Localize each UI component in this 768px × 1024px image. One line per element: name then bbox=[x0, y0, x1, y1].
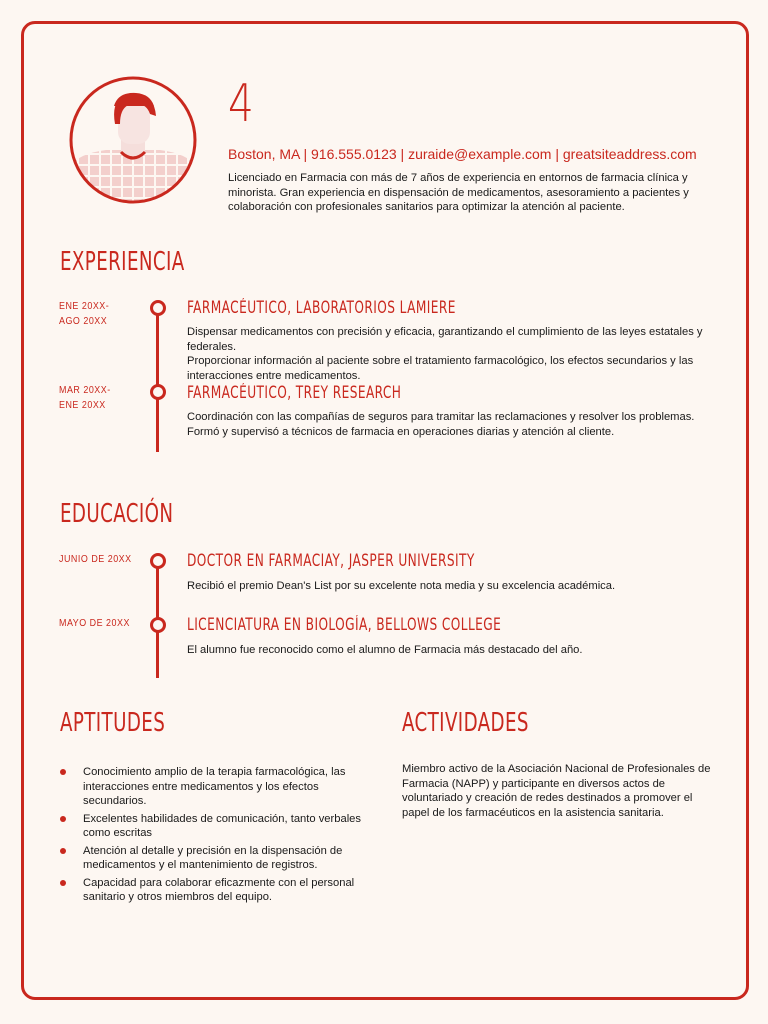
bullet-icon bbox=[60, 880, 66, 886]
timeline-dot bbox=[150, 300, 166, 316]
job-title: FARMACÉUTICO, LABORATORIOS LAMIERE bbox=[187, 298, 456, 317]
timeline-dot bbox=[150, 553, 166, 569]
list-item: Excelentes habilidades de comunicación, tanto verbales como escritas bbox=[60, 812, 380, 841]
degree-description: El alumno fue reconocido como el alumno de Farmacia más destacado del año. bbox=[187, 644, 583, 656]
degree-title: DOCTOR EN FARMACIAY, JASPER UNIVERSITY bbox=[187, 551, 475, 570]
skills-heading: APTITUDES bbox=[60, 708, 166, 738]
degree-description: Recibió el premio Dean's List por su excelente nota media y su excelencia académica. bbox=[187, 580, 616, 592]
list-item: Capacidad para colaborar eficazmente con el personal sanitario y otros miembros del equipo. bbox=[60, 876, 380, 905]
experience-date: ENE 20XX- AGO 20XX bbox=[59, 300, 110, 327]
experience-timeline bbox=[156, 306, 159, 452]
avatar-portrait bbox=[66, 76, 200, 204]
timeline-dot bbox=[150, 384, 166, 400]
list-item: Atención al detalle y precisión en la dispensación de medicamentos y el mantenimiento de registros. bbox=[60, 844, 380, 873]
contact-info: Boston, MA | 916.555.0123 | zuraide@example.com | greatsiteaddress.com bbox=[228, 146, 697, 162]
education-date: MAYO DE 20XX bbox=[59, 617, 130, 629]
bullet-icon bbox=[60, 769, 66, 775]
bullet-icon bbox=[60, 848, 66, 854]
experience-heading: EXPERIENCIA bbox=[60, 247, 185, 277]
timeline-dot bbox=[150, 617, 166, 633]
job-title: FARMACÉUTICO, TREY RESEARCH bbox=[187, 383, 402, 402]
resume-name: 4 bbox=[228, 74, 254, 134]
education-date: JUNIO DE 20XX bbox=[59, 553, 132, 565]
activities-heading: ACTIVIDADES bbox=[402, 708, 529, 738]
list-item: Conocimiento amplio de la terapia farmacológica, las interacciones entre medicamentos y los efectos secundarios. bbox=[60, 765, 380, 809]
degree-title: LICENCIATURA EN BIOLOGÍA, BELLOWS COLLEGE bbox=[187, 615, 502, 634]
skills-list bbox=[60, 765, 380, 908]
activities-text: Miembro activo de la Asociación Nacional de Profesionales de Farmacia (NAPP) y participante en diversos actos de voluntariado y creación de redes destinados a promover el papel de los farmacéuticos en la asistencia sanitaria. bbox=[402, 763, 711, 819]
education-heading: EDUCACIÓN bbox=[60, 499, 174, 529]
job-description: Coordinación con las compañías de seguros para tramitar las reclamaciones y resolver los problemas. Formó y supervisó a técnicos de farmacia en operaciones diarias y atención al cliente. bbox=[187, 411, 695, 438]
experience-date: MAR 20XX- ENE 20XX bbox=[59, 384, 111, 411]
job-description: Dispensar medicamentos con precisión y eficacia, garantizando el cumplimiento de las leyes estatales y federales. Proporcionar información al paciente sobre el tratamiento farmacológico, los efectos secundarios y las interacciones entre medicamentos. bbox=[187, 326, 703, 382]
profile-summary: Licenciado en Farmacia con más de 7 años de experiencia en entornos de farmacia clínica y minorista. Gran experiencia en dispensación de medicamentos, asesoramiento a pacientes y colaboración con profesionales sanitarios para optimizar la atención al paciente. bbox=[228, 172, 689, 213]
bullet-icon bbox=[60, 816, 66, 822]
